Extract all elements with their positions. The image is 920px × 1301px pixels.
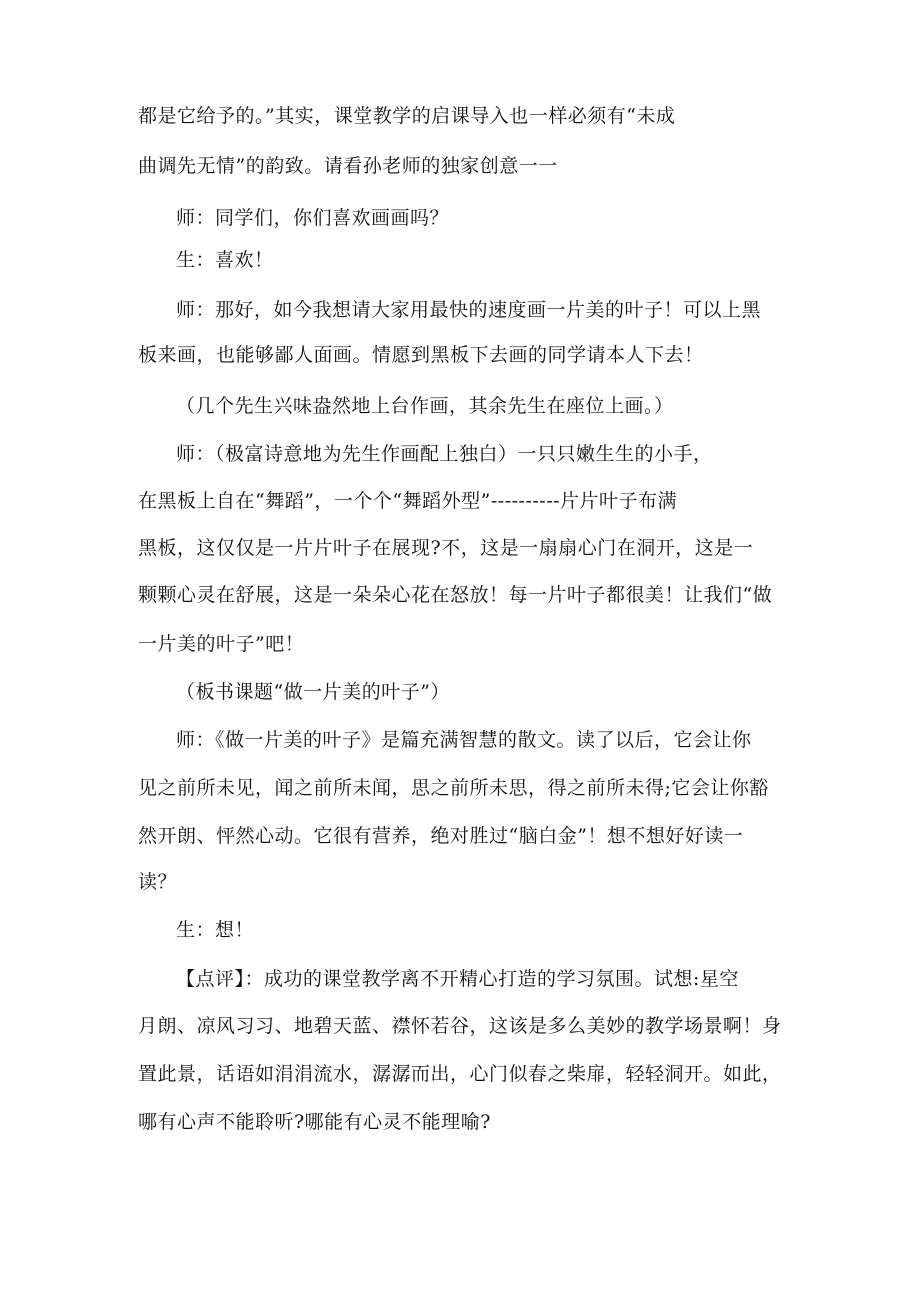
text-line: 月朗、凉风习习、地碧天蓝、襟怀若谷，这该是多么美妙的教学场景啊！身 — [138, 1015, 782, 1037]
text-line: 板来画，也能够鄙人面画。情愿到黑板下去画的同学请本人下去！ — [138, 344, 704, 366]
text-line: 【点评】：成功的课堂教学离不开精心打造的学习氛围。试想:星空 — [176, 968, 739, 990]
text-line: 然开朗、怦然心动。它很有营养，绝对胜过“脑白金”！想不想好好读一 — [138, 825, 744, 847]
text-line: 师：《做一片美的叶子》是篇充满智慧的散文。读了以后，它会让你 — [176, 729, 752, 751]
text-line: 师：同学们，你们喜欢画画吗？ — [176, 207, 450, 229]
text-line: （几个先生兴味盎然地上台作画，其余先生在座位上画。） — [176, 395, 674, 417]
text-line: 一片美的叶子”吧！ — [138, 633, 305, 655]
text-line: 生：喜欢！ — [176, 249, 274, 271]
text-line: 读？ — [138, 871, 178, 893]
text-line: 都是它给予的。”其实，课堂教学的启课导入也一样必须有“未成 — [138, 105, 676, 127]
text-line: 师：那好，如今我想请大家用最快的速度画一片美的叶子！可以上黑 — [176, 299, 762, 321]
text-line: 师：（极富诗意地为先生作画配上独白）一只只嫩生生的小手， — [176, 443, 713, 465]
text-line: 在黑板上自在“舞蹈”，一个个“舞蹈外型”----------片片叶子布满 — [138, 490, 678, 512]
text-line: 曲调先无情”的韵致。请看孙老师的独家创意一一 — [138, 155, 558, 177]
text-line: 置此景，话语如涓涓流水，潺潺而出，心门似春之柴扉，轻轻洞开。如此， — [138, 1063, 782, 1085]
text-line: 见之前所未见，闻之前所未闻，思之前所未思，得之前所未得;它会让你豁 — [138, 777, 769, 799]
text-line: 哪有心声不能聆听?哪能有心灵不能理喻? — [138, 1111, 491, 1133]
text-line: 颗颗心灵在舒展，这是一朵朵心花在怒放！每一片叶子都很美！让我们“做 — [138, 584, 773, 606]
text-line: （板书课题“做一片美的叶子”） — [176, 681, 450, 703]
text-line: 生：想！ — [176, 919, 255, 941]
text-line: 黑板，这仅仅是一片片叶子在展现?不，这是一扇扇心门在洞开，这是一 — [138, 537, 754, 559]
